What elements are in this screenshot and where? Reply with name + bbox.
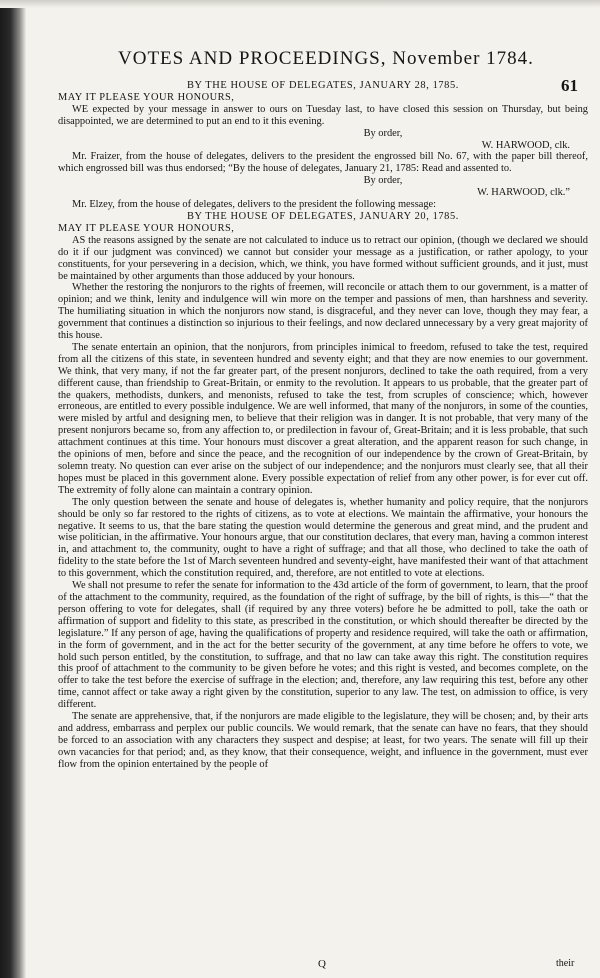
paragraph: By order, <box>363 175 403 187</box>
paragraph: Mr. Fraizer, from the house of delegates, delivers to the president the engrossed bill No. 67, with the paper bill thereof, which engrossed bill was thus endorsed; “By the house of delegates, January 21, 1785: Read and assented to. <box>58 151 588 175</box>
body-text <box>58 80 588 771</box>
paragraph: The only question between the senate and house of delegates is, whether humanity and policy require, that the nonjurors should be only so far restored to the rights of citizens, as to vote at elections. We maintain the affirmative, your honours the negative. It seems to us, that the bare stating the question would determine the generous and great mind, and the prudent and wise politician, in the affirmative. Your honours argue, that our constitution declares, that every man, having a common interest in, and attachment to, the community, ought to have a right of suffrage; and that all those, who declined to take the oath of fidelity to the state before the 1st of March seventeen hundred and seventy-eight, have manifested their want of that attachment to this government, which the constitution required, and, therefore, are not entitled to vote at elections. <box>58 496 588 580</box>
binding-shadow <box>0 0 26 978</box>
paragraph: We shall not presume to refer the senate for information to the 43d article of the form of government, to learn, that the proof of the attachment to the community, required, as the foundation of the right of suffrage, by the bill of rights, is this—“ that the person offering to vote for delegates, shall (if required by any three voters) before he be admitted to poll, take the oath or affirmation of support and fidelity to this state, as prescribed in the constitution, or which should thereafter be directed by the legislature.” If any person of age, having the qualifications of property and residence required, will take the oath or affirmation, in the form of government, and in the act for the better security of the government, at any time before he offers to vote, we hold such person entitled, by the constitution, to suffrage, and that no law can take away this right. The constitution requires this proof of attachment to the community to be given before he votes; and this right is vested, and becomes complete, on the offer to take the test before the exercise of suffrage in the election; and, therefore, any law requiring this test, before any other time, cannot affect or take away a right given by the constitution, superior to any law. The test, on admission to office, is very different. <box>58 580 588 711</box>
paragraph: WE expected by your message in answer to ours on Tuesday last, to have closed this session on Thursday, but being disappointed, we are determined to put an end to it this evening. <box>58 103 588 127</box>
paragraph: AS the reasons assigned by the senate are not calculated to induce us to retract our opinion, (though we declared we should do it if our judgment was convinced) we cannot but consider your message as a justification, or rather apology, to your constituents, for your persevering in a decision, which, we think, you have formed without sufficient grounds, and it just, must be maintained by other arguments than those adduced by your honours. <box>58 234 588 282</box>
page-number: 61 <box>561 76 578 95</box>
paragraph: W. HARWOOD, clk.” <box>477 187 570 199</box>
paragraph: Mr. Elzey, from the house of delegates, delivers to the president the following message: <box>72 199 437 211</box>
paragraph: MAY IT PLEASE YOUR HONOURS, <box>58 91 235 103</box>
catchword: their <box>556 958 575 969</box>
running-head: VOTES AND PROCEEDINGS, November 1784. <box>118 48 534 69</box>
paragraph: Whether the restoring the nonjurors to the rights of freemen, will reconcile or attach them to our government, is a matter of opinion; and we think, lenity and indulgence will win more on the temper and passions of men, than harshness and severity. The humiliating situation in which the nonjurors now stand, is disgraceful, and they never can love, though they may fear, a government that continues a distinction so injurious to their feelings, and now declared unnecessary by a very great majority of this house. <box>58 282 588 342</box>
signature-mark: Q <box>318 958 326 970</box>
paragraph: The senate entertain an opinion, that the nonjurors, from principles inimical to freedom, refused to take the test, required from all the citizens of this state, in seventeen hundred and seventy eight; and that they are now enemies to our government. We think, that very many, if not the far greater part, of the present nonjurors, declined to take the oath required, from a very different cause, than friendship to Great-Britain, or enmity to the revolution. It appears to us probable, that the greater part of the quakers, methodists, dunkers, and menonists, refused to take the test, from scruples of conscience; which, however erroneous, are entitled to every possible indulgence. We are well informed, that many of the nonjurors, in some of the counties, were misled by artful and designing men, to believe that their religion was in danger. It is not probable, that very many of the present nonjurors became so, from any affection to, or predilection in favour of, Great-Britain; and it is less probable, that such attachment continues at this time. Your honours must discover a great alteration, and the apparent reason for such change, in the opinions of men, before and since the peace, and the recognition of our independence by the crown of Great-Britain, by solemn treaty. No question can ever arise on the subject of our independence; and the nonjurors must clearly see, that all their hopes must be placed in this government alone. Every possible expectation of relief from any other power, is for ever cut off. The extremity of folly alone can maintain a contrary opinion. <box>58 341 588 496</box>
paragraph: By order, <box>363 127 403 139</box>
paragraph: BY THE HOUSE OF DELEGATES, JANUARY 20, 1785. <box>187 210 459 222</box>
paragraph: BY THE HOUSE OF DELEGATES, JANUARY 28, 1785. <box>187 80 459 91</box>
page-top-edge <box>0 0 600 8</box>
paragraph: MAY IT PLEASE YOUR HONOURS, <box>58 222 235 234</box>
paragraph: The senate are apprehensive, that, if the nonjurors are made eligible to the legislature, they will be chosen; and, by their arts and address, embarrass and perplex our public councils. We would remark, that the senate can have no fears, that they should be forced to an association with any characters they suspect and despise; at least, for two years. The senate will fill up their own vacancies for that period; and, as they know, that their consequence, weight, and influence in the government, must ever flow from the opinion entertained by the people of <box>58 711 588 770</box>
paragraph: W. HARWOOD, clk. <box>481 139 570 151</box>
